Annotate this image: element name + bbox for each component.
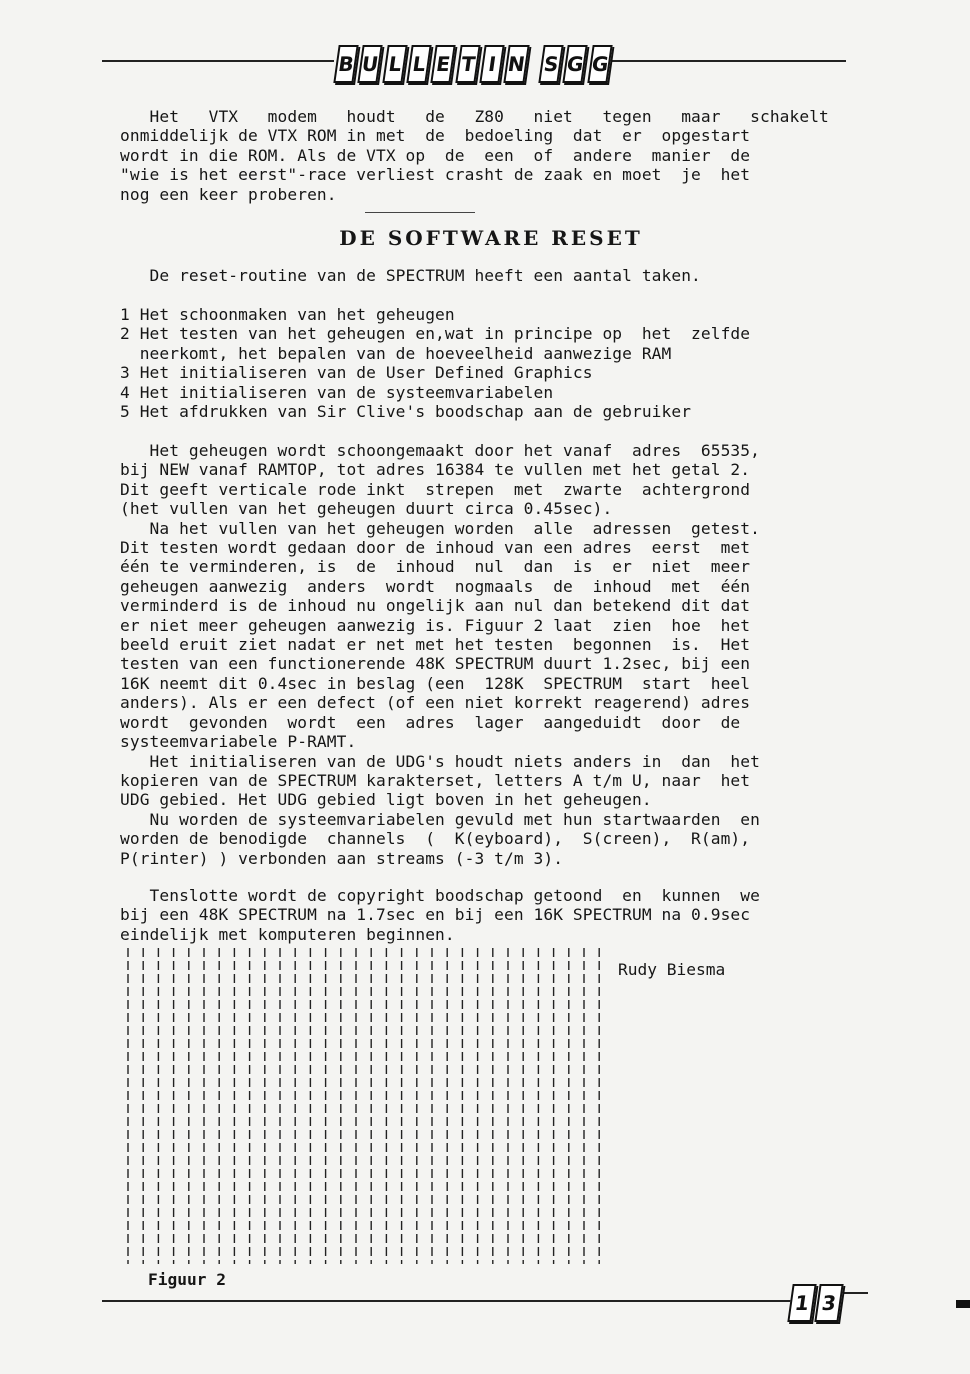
body-line: Nu worden de systeemvariabelen gevuld met hun startwaarden en [120,809,760,829]
task-line: 3 Het initialiseren van de User Defined Graphics [120,363,593,383]
body-line: Dit testen wordt gedaan door de inhoud van een adres eerst met [120,538,751,558]
body-line: Dit geeft verticale rode inkt strepen met zwarte achtergrond [120,479,751,499]
body-line: Na het vullen van het geheugen worden alle adressen getest. [120,518,760,538]
body-line: testen van een functionerende 48K SPECTRUM duurt 1.2sec, bij een [120,654,751,674]
footer-rule [102,1300,792,1302]
page-number [790,1284,842,1324]
body-line: geheugen aanwezig anders wordt nogmaals de inhoud met één [120,576,751,596]
masthead-letter: G [563,45,589,83]
body-line: er niet meer geheugen aanwezig is. Figuur 2 laat zien hoe het [120,615,751,635]
body-line: Het geheugen wordt schoongemaakt door het vanaf adres 65535, [120,441,760,460]
edge-mark [956,1300,970,1308]
body-line: één te verminderen, is de inhoud nul dan is er niet meer [120,557,751,577]
body-line: UDG gebied. Het UDG gebied ligt boven in het geheugen. [120,790,652,810]
body-line: anders). Als er een defect (of een niet korrekt reagerend) adres [120,693,751,713]
masthead-letter: S [538,45,564,83]
task-line: 2 Het testen van het geheugen en,wat in principe op het zelfde [120,324,751,344]
closing-line: bij een 48K SPECTRUM na 1.7sec en bij een 16K SPECTRUM na 0.9sec [120,905,751,925]
lead-sentence: De reset-routine van de SPECTRUM heeft een aantal taken. [120,266,701,285]
body-line: worden de benodigde channels ( K(eyboard), S(creen), R(am), [120,829,751,849]
masthead-letter: E [431,45,457,83]
masthead-letter: U [358,45,384,83]
intro-line: "wie is het eerst"-race verliest crasht de zaak en moet je het [120,165,751,185]
body-line: (het vullen van het geheugen duurt circa 0.45sec). [120,499,613,519]
body-line: P(rinter) ) verbonden aan streams (-3 t/m 3). [120,848,564,868]
body-line: kopieren van de SPECTRUM karakterset, letters A t/m U, naar het [120,770,751,790]
section-title: DE SOFTWARE RESET [339,226,643,250]
task-line: 5 Het afdrukken van Sir Clive's boodschap aan de gebruiker [120,402,692,422]
intro-line: wordt in die ROM. Als de VTX op de een of andere manier de [120,145,751,165]
figure-caption: Figuur 2 [148,1270,226,1289]
intro-line: Het VTX modem houdt de Z80 niet tegen maar schakelt [120,107,829,126]
page-number-digit: 1 [787,1284,816,1322]
masthead-letter: L [406,45,432,83]
body-text [120,441,862,868]
body-line: 16K neemt dit 0.4sec in beslag (een 128K SPECTRUM start heel [120,673,751,693]
masthead-letter: L [382,45,408,83]
title-rule [365,212,475,213]
task-line: 1 Het schoonmaken van het geheugen [120,305,455,324]
intro-line: nog een keer proberen. [120,184,337,204]
task-line: neerkomt, het bepalen van de hoeveelheid aanwezige RAM [120,343,672,363]
body-line: Het initialiseren van de UDG's houdt niets anders in dan het [120,751,760,771]
task-line: 4 Het initialiseren van de systeemvariabelen [120,382,554,402]
body-line: verminderd is de inhoud nu ongelijk aan nul dan betekend dit dat [120,596,751,616]
body-line: bij NEW vanaf RAMTOP, tot adres 16384 te vullen met het getal 2. [120,460,751,480]
masthead-letter: T [455,45,481,83]
author-signature: Rudy Biesma [618,960,726,979]
task-list [120,305,862,421]
figure-2-stripes [120,948,608,1266]
header-rule-right [612,60,846,62]
closing-paragraph [120,886,862,944]
body-line: wordt gevonden wordt een adres lager aangeduidt door de [120,712,741,732]
closing-line: eindelijk met komputeren beginnen. [120,924,455,944]
header-rule-left [102,60,334,62]
masthead-letter: N [504,45,530,83]
masthead-logo [336,44,610,84]
closing-line: Tenslotte wordt de copyright boodschap getoond en kunnen we [120,886,760,905]
intro-line: onmiddelijk de VTX ROM in met de bedoeling dat er opgestart [120,126,751,146]
body-line: beeld eruit ziet nadat er net met het testen begonnen is. Het [120,635,751,655]
page-number-digit: 3 [814,1284,843,1322]
stripe-pattern [120,948,608,1266]
body-line: systeemvariabele P-RAMT. [120,732,357,752]
masthead-letter: G [587,45,613,83]
intro-paragraph [120,107,862,204]
masthead-letter: I [479,45,505,83]
masthead-letter: B [333,45,359,83]
